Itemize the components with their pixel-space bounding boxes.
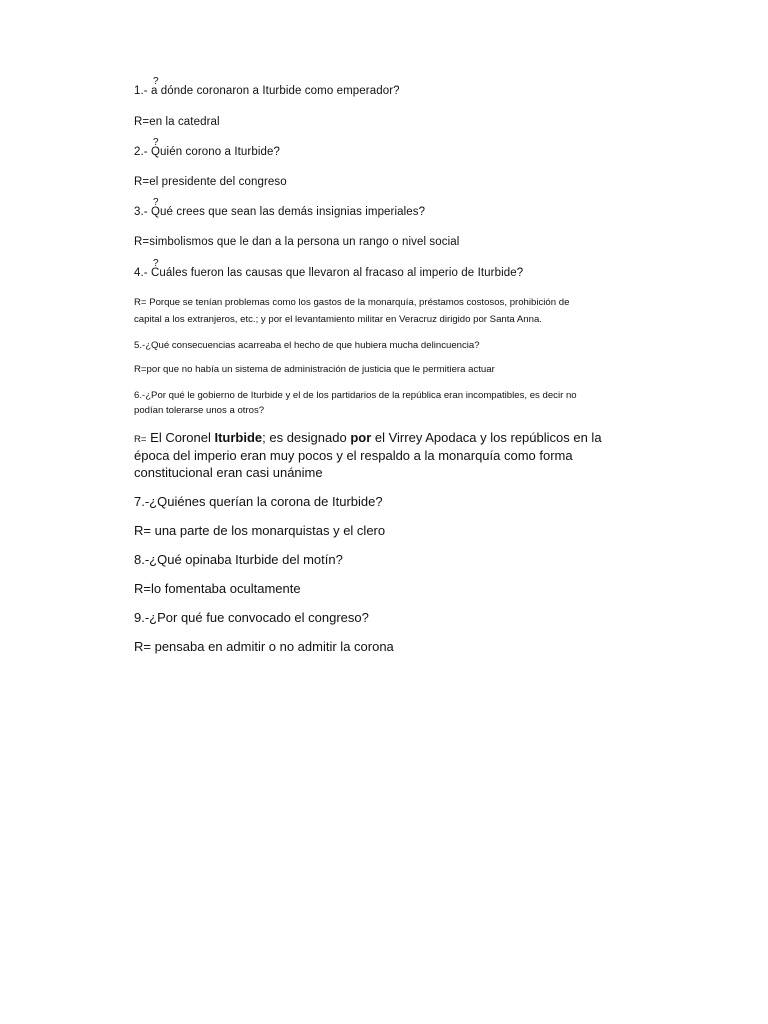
answer-8: R=lo fomentaba ocultamente bbox=[134, 581, 301, 596]
question-mark: ? bbox=[153, 137, 159, 148]
question-mark: ? bbox=[153, 76, 159, 87]
question-9: 9.-¿Por qué fue convocado el congreso? bbox=[134, 610, 369, 625]
answer-4-line-1: R= Porque se tenían problemas como los gastos de la monarquía, préstamos costosos, prohibición de bbox=[134, 297, 570, 308]
answer-6-line-2: época del imperio eran muy pocos y el respaldo a la monarquía como forma bbox=[134, 448, 573, 463]
answer-text: ; es designado bbox=[262, 430, 351, 445]
question-6-line-2: podían tolerarse unos a otros? bbox=[134, 405, 265, 416]
answer-3: R=simbolismos que le dan a la persona un rango o nivel social bbox=[134, 236, 460, 248]
answer-6-line-3: constitucional eran casi unánime bbox=[134, 465, 323, 480]
question-mark: ? bbox=[153, 197, 159, 208]
answer-6-line-1 bbox=[134, 430, 602, 446]
question-1: 1.- a dónde coronaron a Iturbide como emperador? bbox=[134, 85, 400, 97]
answer-text: El Coronel bbox=[146, 430, 215, 445]
answer-1: R=en la catedral bbox=[134, 116, 220, 128]
answer-prefix: R= bbox=[134, 434, 147, 445]
question-8: 8.-¿Qué opinaba Iturbide del motín? bbox=[134, 552, 343, 567]
answer-2: R=el presidente del congreso bbox=[134, 176, 287, 188]
answer-text: el Virrey Apodaca y los repúblicos en la bbox=[371, 430, 602, 445]
answer-7: R= una parte de los monarquistas y el clero bbox=[134, 523, 386, 538]
question-5: 5.-¿Qué consecuencias acarreaba el hecho de que hubiera mucha delincuencia? bbox=[134, 340, 480, 351]
question-7: 7.-¿Quiénes querían la corona de Iturbide? bbox=[134, 494, 383, 509]
answer-bold-text: Iturbide bbox=[214, 430, 263, 445]
question-3: 3.- Qué crees que sean las demás insignias imperiales? bbox=[134, 206, 426, 218]
question-4: 4.- Cuáles fueron las causas que llevaron al fracaso al imperio de Iturbide? bbox=[134, 267, 524, 279]
answer-9: R= pensaba en admitir o no admitir la corona bbox=[134, 639, 394, 654]
answer-5: R=por que no había un sistema de administración de justicia que le permitiera actuar bbox=[134, 364, 495, 375]
question-6-line-1: 6.-¿Por qué le gobierno de Iturbide y el de los partidarios de la república eran incompatibles, es decir no bbox=[134, 390, 577, 401]
answer-4-line-2: capital a los extranjeros, etc.; y por el levantamiento militar en Veracruz dirigido por Santa Anna. bbox=[134, 314, 542, 325]
question-mark: ? bbox=[153, 258, 159, 269]
answer-bold-text: por bbox=[350, 430, 372, 445]
question-2: 2.- Quién corono a Iturbide? bbox=[134, 146, 280, 158]
